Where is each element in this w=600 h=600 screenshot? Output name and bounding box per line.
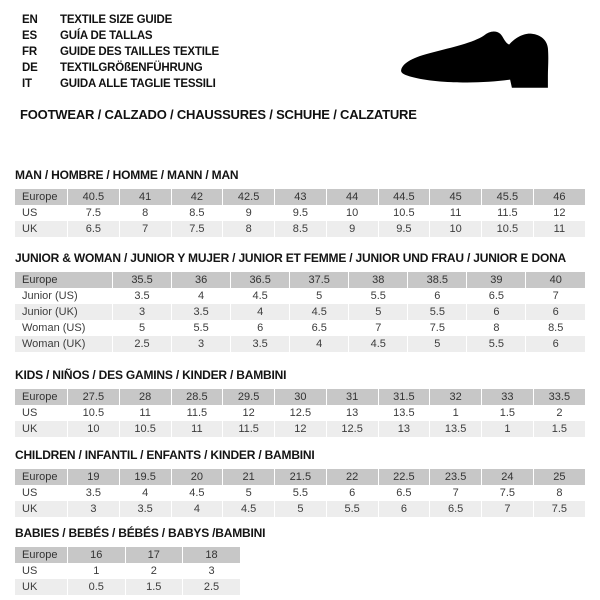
language-list bbox=[22, 11, 219, 91]
language-row bbox=[22, 43, 219, 59]
size-cell: 41 bbox=[119, 189, 171, 205]
size-cell: 3.5 bbox=[113, 288, 172, 304]
table-row bbox=[15, 205, 585, 221]
size-cell: 7 bbox=[552, 290, 559, 302]
size-cell: 35.5 bbox=[113, 272, 172, 288]
size-cell: 10 bbox=[68, 421, 120, 437]
size-cell: 5.5 bbox=[467, 336, 526, 352]
size-section-kids bbox=[15, 368, 600, 437]
size-cell: 5 bbox=[408, 336, 467, 352]
size-cell: 12.5 bbox=[326, 421, 378, 437]
size-cell: 8.5 bbox=[275, 221, 327, 237]
size-cell: 1.5 bbox=[482, 405, 534, 421]
row-label: Europe bbox=[15, 469, 68, 485]
size-cell: 6 bbox=[526, 304, 585, 320]
row-label: UK bbox=[15, 421, 68, 437]
size-cell: 38 bbox=[349, 272, 408, 288]
size-cell: 25 bbox=[533, 469, 585, 485]
size-cell: 37.5 bbox=[290, 272, 349, 288]
size-cell: 7.5 bbox=[68, 205, 120, 221]
section-title: CHILDREN / INFANTIL / ENFANTS / KINDER / BAMBINI bbox=[15, 448, 315, 462]
language-code: DE bbox=[22, 62, 38, 74]
row-label: Woman (UK) bbox=[15, 336, 113, 352]
size-cell: 11 bbox=[171, 421, 223, 437]
language-row bbox=[22, 11, 219, 27]
size-cell: 1 bbox=[68, 563, 126, 579]
size-cell: 4.5 bbox=[349, 336, 408, 352]
dress-shoe-icon bbox=[394, 24, 574, 102]
size-cell: 5.5 bbox=[326, 501, 378, 517]
row-label: Europe bbox=[15, 389, 68, 405]
size-cell: 6.5 bbox=[467, 288, 526, 304]
size-cell: 11 bbox=[119, 405, 171, 421]
size-cell: 13.5 bbox=[378, 405, 430, 421]
size-cell: 24 bbox=[482, 469, 534, 485]
language-label: TEXTILE SIZE GUIDE bbox=[60, 14, 173, 26]
size-cell: 27.5 bbox=[68, 389, 120, 405]
size-cell: 2 bbox=[556, 407, 563, 419]
section-title: JUNIOR & WOMAN / JUNIOR Y MUJER / JUNIOR ET FEMME / JUNIOR UND FRAU / JUNIOR E DONA bbox=[15, 251, 567, 265]
size-cell: 7 bbox=[482, 501, 534, 517]
size-cell: 10.5 bbox=[482, 221, 534, 237]
size-cell: 2 bbox=[125, 563, 183, 579]
row-label: Junior (US) bbox=[15, 288, 113, 304]
size-cell: 9 bbox=[223, 205, 275, 221]
size-cell: 4 bbox=[231, 304, 290, 320]
size-cell: 7.5 bbox=[533, 501, 585, 517]
size-cell: 1 bbox=[482, 421, 534, 437]
size-cell: 23.5 bbox=[430, 469, 482, 485]
size-cell: 8 bbox=[223, 221, 275, 237]
header-section bbox=[0, 0, 600, 158]
table-row bbox=[15, 288, 585, 304]
size-table-babies bbox=[15, 547, 240, 595]
size-cell: 3 bbox=[172, 336, 231, 352]
size-cell: 3.5 bbox=[172, 304, 231, 320]
size-cell: 12.5 bbox=[275, 405, 327, 421]
size-cell: 10.5 bbox=[119, 421, 171, 437]
table-row bbox=[15, 405, 585, 421]
size-cell: 40.5 bbox=[68, 189, 120, 205]
size-cell: 6 bbox=[408, 288, 467, 304]
size-cell: 6 bbox=[378, 501, 430, 517]
size-cell: 22.5 bbox=[378, 469, 430, 485]
size-cell: 5.5 bbox=[172, 320, 231, 336]
size-table-children bbox=[15, 469, 585, 517]
size-cell: 45.5 bbox=[482, 189, 534, 205]
size-cell: 10 bbox=[430, 221, 482, 237]
size-cell: 5.5 bbox=[408, 304, 467, 320]
language-code: EN bbox=[22, 14, 38, 26]
size-cell: 8 bbox=[467, 320, 526, 336]
size-cell: 17 bbox=[125, 547, 183, 563]
table-row bbox=[15, 579, 240, 595]
table-row bbox=[15, 485, 585, 501]
size-cell: 12 bbox=[223, 405, 275, 421]
row-label: Europe bbox=[15, 272, 113, 288]
size-cell: 6 bbox=[467, 304, 526, 320]
size-cell: 5.5 bbox=[349, 288, 408, 304]
size-cell: 8 bbox=[556, 487, 563, 499]
size-cell: 39 bbox=[467, 272, 526, 288]
size-cell: 5.5 bbox=[275, 485, 327, 501]
size-cell: 5 bbox=[290, 288, 349, 304]
language-code: ES bbox=[22, 30, 37, 42]
size-cell: 11 bbox=[533, 221, 585, 237]
language-code: FR bbox=[22, 46, 37, 58]
size-cell: 6 bbox=[231, 320, 290, 336]
size-section-man bbox=[15, 168, 600, 237]
size-cell: 9.5 bbox=[378, 221, 430, 237]
size-cell: 40 bbox=[526, 272, 585, 288]
size-cell: 13 bbox=[326, 405, 378, 421]
size-cell: 28.5 bbox=[171, 389, 223, 405]
size-cell: 6.5 bbox=[290, 320, 349, 336]
size-cell: 7.5 bbox=[171, 221, 223, 237]
size-cell: 11.5 bbox=[482, 205, 534, 221]
size-cell: 36.5 bbox=[231, 272, 290, 288]
size-cell: 32 bbox=[430, 389, 482, 405]
size-cell: 31.5 bbox=[378, 389, 430, 405]
size-cell: 6.5 bbox=[430, 501, 482, 517]
size-section-babies bbox=[15, 526, 600, 595]
language-label: GUÍA DE TALLAS bbox=[60, 30, 153, 42]
section-title: MAN / HOMBRE / HOMME / MANN / MAN bbox=[15, 168, 239, 182]
size-cell: 30 bbox=[275, 389, 327, 405]
size-cell: 42 bbox=[171, 189, 223, 205]
row-label: UK bbox=[15, 579, 68, 595]
size-cell: 10.5 bbox=[68, 405, 120, 421]
size-cell: 36 bbox=[172, 272, 231, 288]
section-title: BABIES / BEBÉS / BÉBÉS / BABYS /BAMBINI bbox=[15, 526, 266, 540]
size-cell: 33.5 bbox=[533, 389, 585, 405]
size-cell: 22 bbox=[326, 469, 378, 485]
language-row bbox=[22, 75, 219, 91]
size-cell: 9 bbox=[326, 221, 378, 237]
size-cell: 44.5 bbox=[378, 189, 430, 205]
size-cell: 9.5 bbox=[275, 205, 327, 221]
size-cell: 5 bbox=[113, 320, 172, 336]
size-cell: 31 bbox=[326, 389, 378, 405]
row-label: Woman (US) bbox=[15, 320, 113, 336]
size-cell: 20 bbox=[171, 469, 223, 485]
row-label: Europe bbox=[15, 547, 68, 563]
size-cell: 2.5 bbox=[183, 579, 241, 595]
size-cell: 4.5 bbox=[171, 485, 223, 501]
size-cell: 3 bbox=[208, 565, 215, 577]
size-cell: 4.5 bbox=[231, 288, 290, 304]
table-row bbox=[15, 469, 585, 485]
size-cell: 21.5 bbox=[275, 469, 327, 485]
size-cell: 6.5 bbox=[68, 221, 120, 237]
size-section-junior-woman bbox=[15, 251, 600, 352]
size-cell: 6.5 bbox=[378, 485, 430, 501]
size-cell: 4 bbox=[172, 288, 231, 304]
size-cell: 7 bbox=[430, 485, 482, 501]
size-cell: 3.5 bbox=[119, 501, 171, 517]
row-label: UK bbox=[15, 221, 68, 237]
size-cell: 21 bbox=[223, 469, 275, 485]
size-cell: 45 bbox=[430, 189, 482, 205]
size-cell: 18 bbox=[183, 547, 241, 563]
row-label: US bbox=[15, 405, 68, 421]
table-row bbox=[15, 336, 585, 352]
size-cell: 3 bbox=[68, 501, 120, 517]
size-cell: 1.5 bbox=[533, 421, 585, 437]
row-label: US bbox=[15, 485, 68, 501]
size-cell: 33 bbox=[482, 389, 534, 405]
size-cell: 11 bbox=[430, 205, 482, 221]
size-cell: 10 bbox=[326, 205, 378, 221]
size-cell: 19.5 bbox=[119, 469, 171, 485]
size-cell: 4 bbox=[119, 485, 171, 501]
size-cell: 0.5 bbox=[68, 579, 126, 595]
size-cell: 7.5 bbox=[408, 320, 467, 336]
size-cell: 3.5 bbox=[68, 485, 120, 501]
size-cell: 16 bbox=[68, 547, 126, 563]
language-row bbox=[22, 27, 219, 43]
size-cell: 13.5 bbox=[430, 421, 482, 437]
size-cell: 46 bbox=[533, 189, 585, 205]
size-cell: 7 bbox=[349, 320, 408, 336]
size-cell: 3.5 bbox=[231, 336, 290, 352]
size-cell: 5 bbox=[223, 485, 275, 501]
size-cell: 1 bbox=[430, 405, 482, 421]
size-cell: 11.5 bbox=[223, 421, 275, 437]
size-table-junior-woman bbox=[15, 272, 585, 352]
size-cell: 2.5 bbox=[113, 336, 172, 352]
size-cell: 8.5 bbox=[548, 322, 564, 334]
size-cell: 44 bbox=[326, 189, 378, 205]
category-header: FOOTWEAR / CALZADO / CHAUSSURES / SCHUHE / CALZATURE bbox=[20, 107, 417, 122]
size-cell: 42.5 bbox=[223, 189, 275, 205]
size-cell: 4 bbox=[171, 501, 223, 517]
size-cell: 4.5 bbox=[290, 304, 349, 320]
size-cell: 29.5 bbox=[223, 389, 275, 405]
table-row bbox=[15, 389, 585, 405]
size-cell: 6 bbox=[326, 485, 378, 501]
size-cell: 5 bbox=[349, 304, 408, 320]
size-cell: 4 bbox=[290, 336, 349, 352]
size-cell: 5 bbox=[275, 501, 327, 517]
table-row bbox=[15, 189, 585, 205]
size-table-kids bbox=[15, 389, 585, 437]
row-label: UK bbox=[15, 501, 68, 517]
table-row bbox=[15, 563, 240, 579]
size-cell: 10.5 bbox=[378, 205, 430, 221]
size-cell: 19 bbox=[68, 469, 120, 485]
language-label: GUIDA ALLE TAGLIE TESSILI bbox=[60, 78, 216, 90]
size-cell: 11.5 bbox=[171, 405, 223, 421]
table-row bbox=[15, 320, 585, 336]
table-row bbox=[15, 547, 240, 563]
size-cell: 6 bbox=[526, 336, 585, 352]
language-code: IT bbox=[22, 78, 32, 90]
size-cell: 13 bbox=[378, 421, 430, 437]
size-cell: 4.5 bbox=[223, 501, 275, 517]
table-row bbox=[15, 421, 585, 437]
size-section-children bbox=[15, 448, 600, 517]
size-cell: 7.5 bbox=[482, 485, 534, 501]
table-row bbox=[15, 272, 585, 288]
size-cell: 8 bbox=[119, 205, 171, 221]
language-label: GUIDE DES TAILLES TEXTILE bbox=[60, 46, 219, 58]
row-label: US bbox=[15, 563, 68, 579]
size-cell: 12 bbox=[553, 207, 566, 219]
table-row bbox=[15, 304, 585, 320]
size-cell: 3 bbox=[113, 304, 172, 320]
row-label: Europe bbox=[15, 189, 68, 205]
language-label: TEXTILGRÖßENFÜHRUNG bbox=[60, 62, 203, 74]
size-cell: 28 bbox=[119, 389, 171, 405]
row-label: Junior (UK) bbox=[15, 304, 113, 320]
size-cell: 43 bbox=[275, 189, 327, 205]
row-label: US bbox=[15, 205, 68, 221]
table-row bbox=[15, 501, 585, 517]
size-cell: 7 bbox=[119, 221, 171, 237]
size-cell: 38.5 bbox=[408, 272, 467, 288]
table-row bbox=[15, 221, 585, 237]
size-cell: 8.5 bbox=[171, 205, 223, 221]
size-cell: 12 bbox=[275, 421, 327, 437]
size-table-man bbox=[15, 189, 585, 237]
size-cell: 1.5 bbox=[125, 579, 183, 595]
language-row bbox=[22, 59, 219, 75]
section-title: KIDS / NIÑOS / DES GAMINS / KINDER / BAMBINI bbox=[15, 368, 287, 382]
